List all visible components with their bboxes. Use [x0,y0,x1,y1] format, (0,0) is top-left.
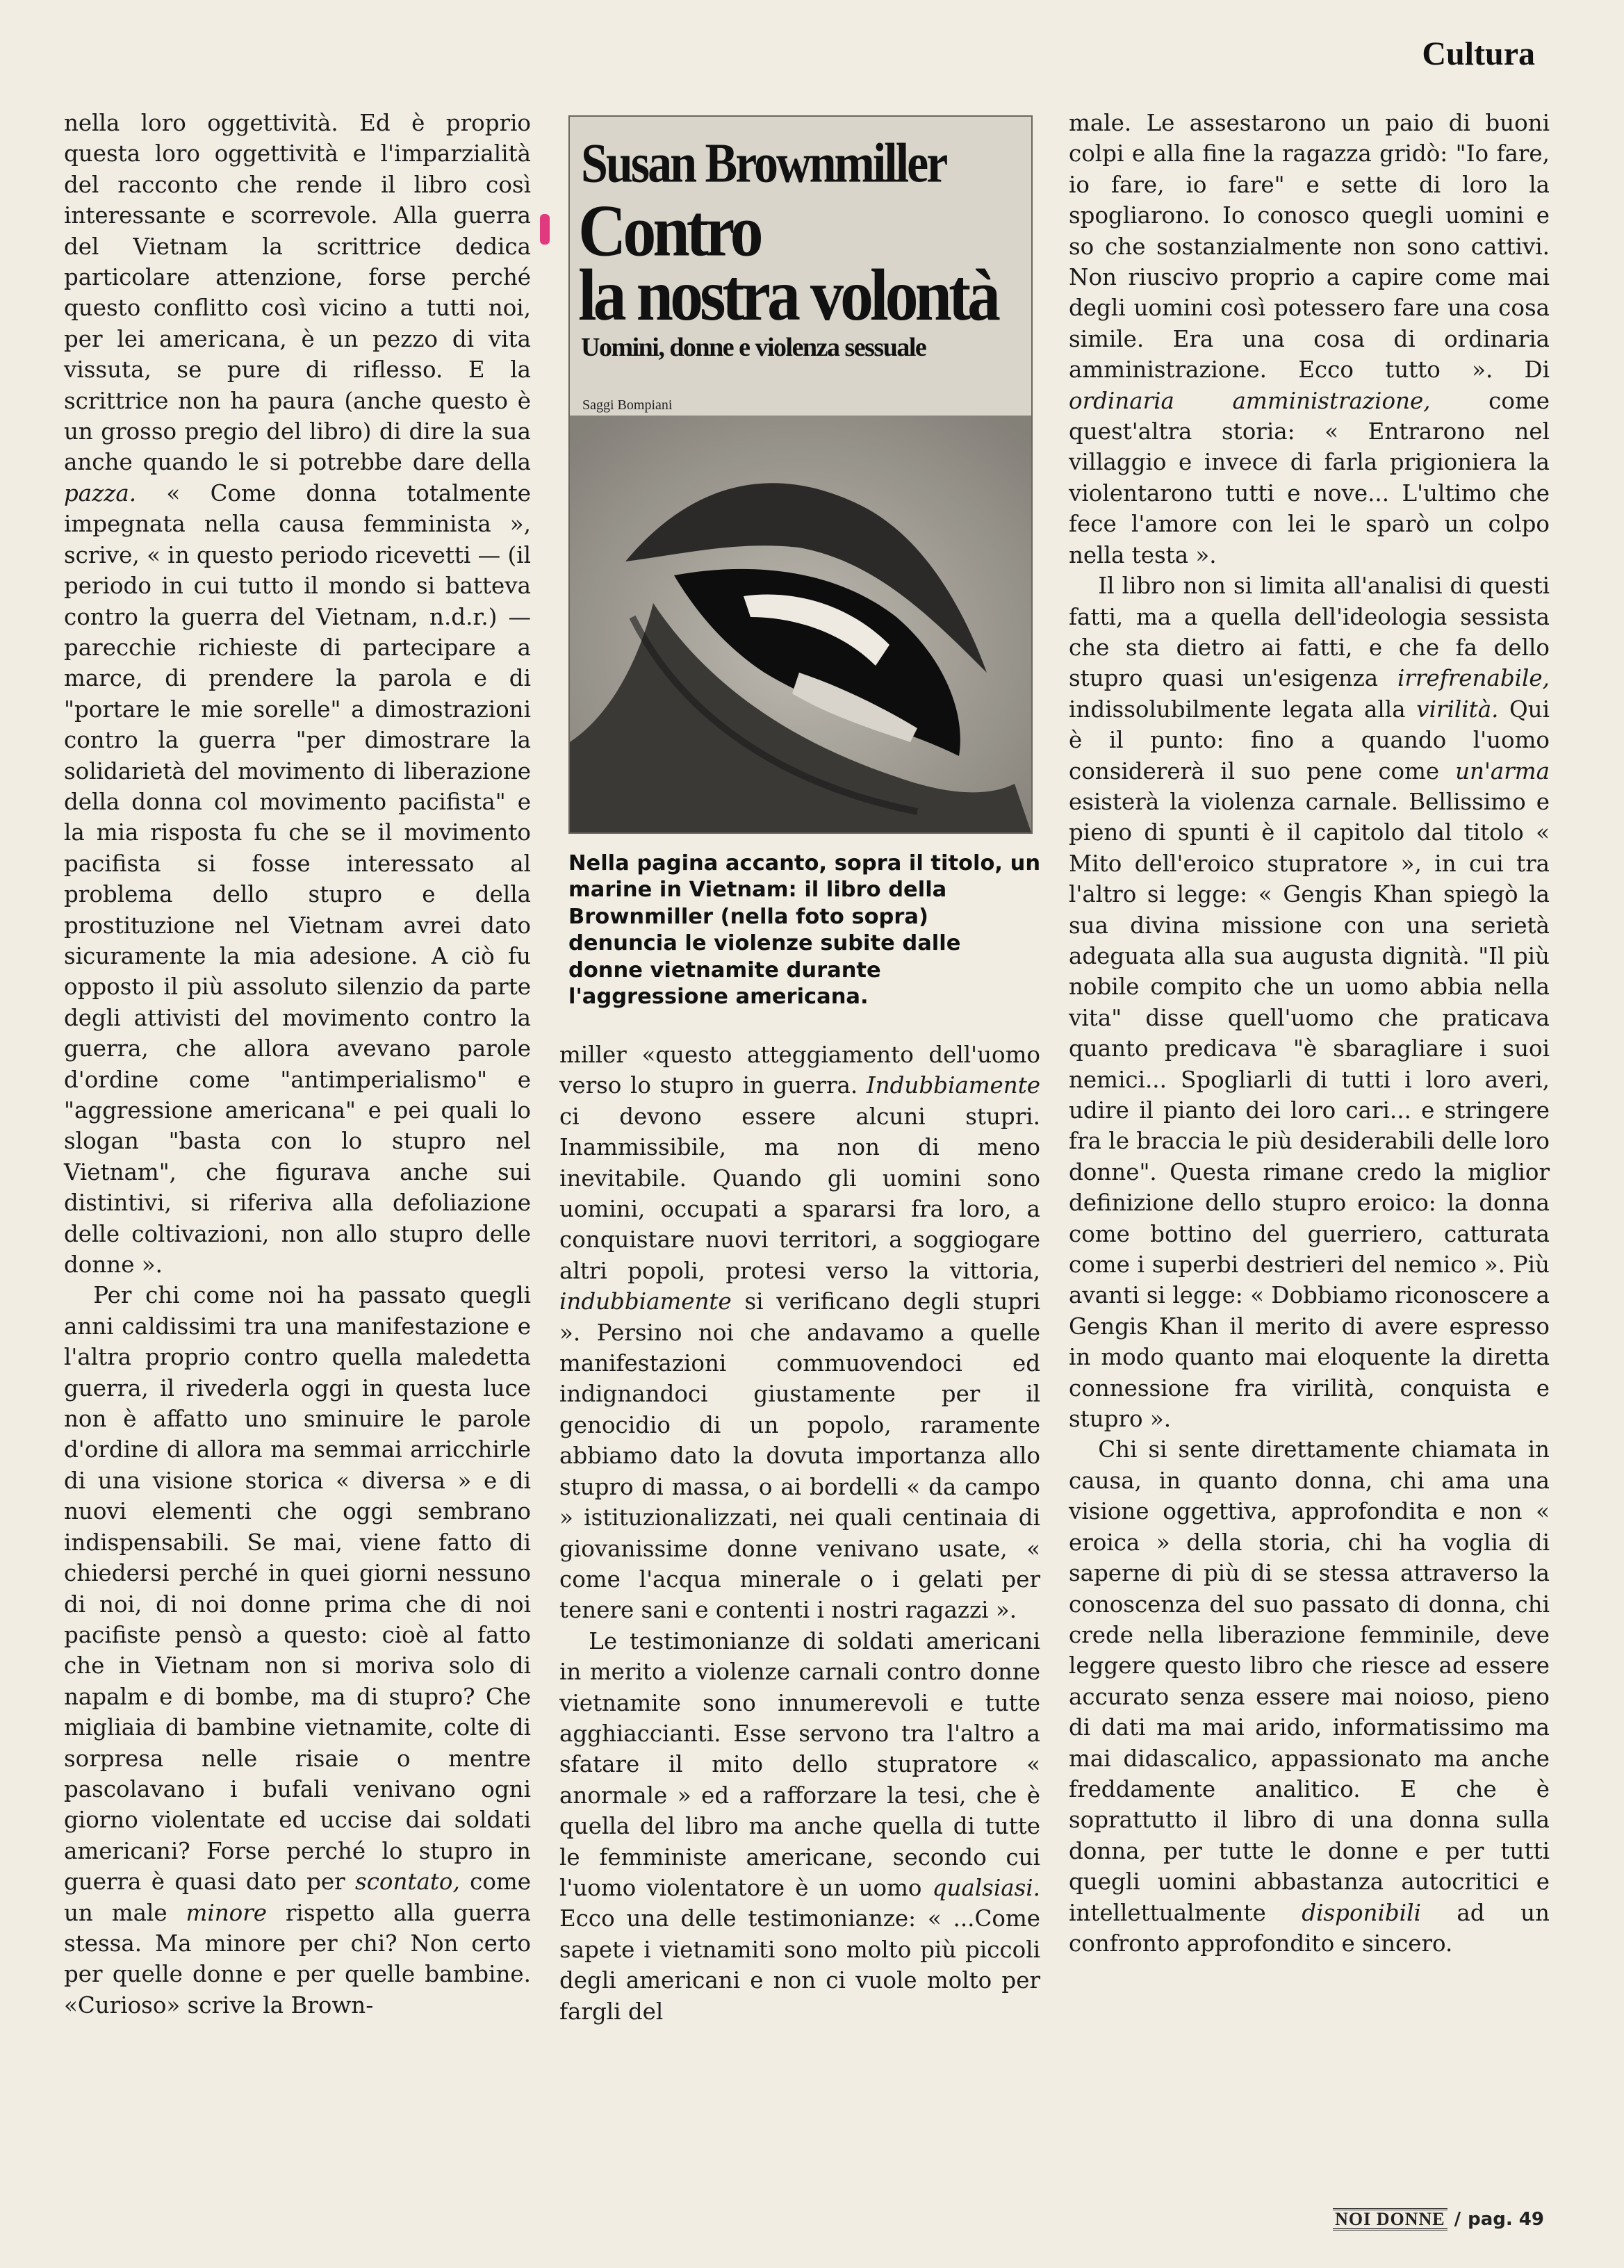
cover-title-line-2: la nostra volontà [578,254,998,336]
magazine-logo: NOI DONNE [1333,2208,1447,2230]
cover-subtitle: Uomini, donne e violenza sessuale [581,333,926,362]
book-cover-image [568,115,1033,834]
page-number: pag. 49 [1468,2209,1544,2230]
article-column-2 [559,1040,1040,2027]
paragraph: male. Le assestarono un paio di buoni colpi e alla fine la ragazza gridò: "Io fare, io fare, io fare" e sette di loro la spogliarono. Io conosco quegli uomini e so che sostanzialmente non sono cattivi. Non riuscivo proprio a capire come mai degli uomini così potessero fare una cosa simile. Era una cosa di ordinaria amministrazione. Ecco tutto ». Di ordinaria amministrazione, come quest'altra storia: « Entrarono nel villaggio e invece di farla prigioniera la violentarono tutti e nove... L'ultimo che fece l'amore con lei le sparò un colpo nella testa ». [1069,110,1550,568]
photo-caption: Nella pagina accanto, sopra il titolo, un marine in Vietnam: il libro della Brownmiller (nella foto sopra) denuncia le violenze subite dalle donne vietnamite durante l'aggressione americana. [568,851,1041,1010]
cover-title-line-1: Contro [578,189,760,272]
paragraph: Le testimonianze di soldati americani in merito a violenze carnali contro donne vietnamite sono innumerevoli e tutte agghiaccianti. Esse servono tra l'altro a sfatare il mito dello stupratore « anormale » ed a rafforzare la tesi, che è quella del libro ma anche quella di tutte le femministe americane, secondo cui l'uomo violentatore è un uomo qualsiasi. Ecco una delle testimonianze: « ...Come sapete i vietnamiti sono molto più piccoli degli americani e non ci vuole molto per fargli del [559,1627,1040,2025]
paragraph: Per chi come noi ha passato quegli anni caldissimi tra una manifestazione e l'altra proprio contro quella maledetta guerra, il rivederla oggi in questa luce non è affatto uno sminuire le parole d'ordine di allora ma semmai arricchirle di una visione storica « diversa » e di nuovi elementi che oggi sembrano indispensabili. Se mai, viene fatto di chiedersi perché in quei giorni nessuno di noi, di noi donne prima che di noi pacifiste pensò a questo: cioè al fatto che in Vietnam non si moriva solo di napalm e di bombe, ma di stupro? Che migliaia di bambine vietnamite, colte di sorpresa nelle risaie o mentre pascolavano i bufali venivano ogni giorno violentate ed uccise dai soldati americani? Forse perché lo stupro in guerra è quasi dato per scontato, come un male minore rispetto alla guerra stessa. Ma minore per chi? Non certo per quelle donne e per quelle bambine. «Curioso» scrive la Brown- [64,1282,531,2019]
pink-highlight-mark [540,214,550,245]
footer-separator: / [1454,2209,1461,2230]
article-column-3 [1069,108,1550,1959]
paragraph: Il libro non si limita all'analisi di questi fatti, ma a quella dell'ideologia sessista che sta dietro ai fatti, e che fa dello stupro quasi un'esigenza irrefrenabile, indissolubilmente legata alla virilità. Qui è il punto: fino a quando l'uomo considererà il suo pene come un'arma esisterà la violenza carnale. Bellissimo e pieno di spunti è il capitolo dal titolo « Mito dell'eroico stupratore », in cui tra l'altro si legge: « Gengis Khan spiegò la sua divina missione con una serietà adeguata alla sua augusta dignità. "Il più nobile compito che un uomo abbia nella vita" disse quell'uomo che praticava quanto predicava "è sbaragliare i suoi nemici... Spogliarli di tutti i loro averi, udire il pianto dei loro cari... e stringere fra le braccia le più desiderabili delle loro donne". Questa rimane credo la miglior definizione dello stupro eroico: la donna come bottino del guerriero, catturata come i superbi destrieri del nemico ». Più avanti si legge: « Dobbiamo riconoscere a Gengis Khan il merito di avere espresso in modo quanto mai eloquente la diretta connessione fra virilità, conquista e stupro ». [1069,573,1550,1433]
section-tag: Cultura [1422,35,1535,72]
paragraph: nella loro oggettività. Ed è proprio questa loro oggettività e l'imparzialità del racconto che rende il libro così interessante e scorrevole. Alla guerra del Vietnam la scrittrice dedica particolare attenzione, forse perché questo conflitto così vicino a tutti noi, per lei americana, è un pezzo di vita vissuta, se pure di riflesso. E la scrittrice non ha paura (anche questo è un grosso pregio del libro) di dire la sua anche quando le si potrebbe dare della pazza. « Come donna totalmente impegnata nella causa femminista », scrive, « in questo periodo ricevetti — (il periodo in cui tutto il mondo si batteva contro la guerra del Vietnam, n.d.r.) — parecchie richieste di partecipare a marce, di prendere la parola e di "portare le mie sorelle" a dimostrazioni contro la guerra "per dimostrare la solidarietà del movimento di liberazione della donna col movimento pacifista" e la mia risposta fu che se il movimento pacifista si fosse interessato al problema dello stupro e della prostituzione nel Vietnam avrei dato sicuramente la mia adesione. A ciò fu opposto il più assoluto silenzio da parte degli attivisti del movimento contro la guerra, che allora avevano parole d'ordine come "antimperialismo" e "aggressione americana" e pei quali lo slogan "basta con lo stupro nel Vietnam", che figurava anche sui distintivi, si riferiva alla defoliazione delle coltivazioni, non allo stupro delle donne ». [64,110,531,1279]
cover-publisher: Saggi Bompiani [582,397,673,413]
page-footer [1333,2208,1544,2230]
paragraph: Chi si sente direttamente chiamata in causa, in quanto donna, chi ama una visione oggettiva, approfondita e non « eroica » della storia, chi ha voglia di saperne di più di se stessa attraverso la conoscenza del suo passato di donna, chi crede nella liberazione femminile, deve leggere questo libro che riesce ad essere accurato senza essere mai noioso, pieno di dati ma mai arido, informatissimo ma mai didascalico, appassionato ma anche freddamente analitico. E che è soprattutto il libro di una donna sulla donna, per tutte le donne e per tutti quegli uomini abbastanza autocritici e intellettualmente disponibili ad un confronto approfondito e sincero. [1069,1436,1550,1957]
cover-title [578,189,1023,336]
paragraph: miller «questo atteggiamento dell'uomo verso lo stupro in guerra. Indubbiamente ci devono essere alcuni stupri. Inammissibile, ma non di meno inevitabile. Quando gli uomini sono uomini, occupati a spararsi fra loro, a conquistare nuovi territori, a soggiogare altri popoli, protesi verso la vittoria, indubbiamente si verificano degli stupri ». Persino noi che andavamo a quelle manifestazioni commuovendoci ed indignandoci giustamente per il genocidio di un popolo, raramente abbiamo dato la dovuta importanza allo stupro di massa, o ai bordelli « da campo » istituzionalizzati, nei quali centinaia di giovanissime donne venivano usate, « come l'acqua minerale o i gelati per tenere sani e contenti i nostri ragazzi ». [559,1042,1040,1624]
article-column-1 [64,108,531,2021]
cover-author: Susan Brownmiller [581,133,946,195]
